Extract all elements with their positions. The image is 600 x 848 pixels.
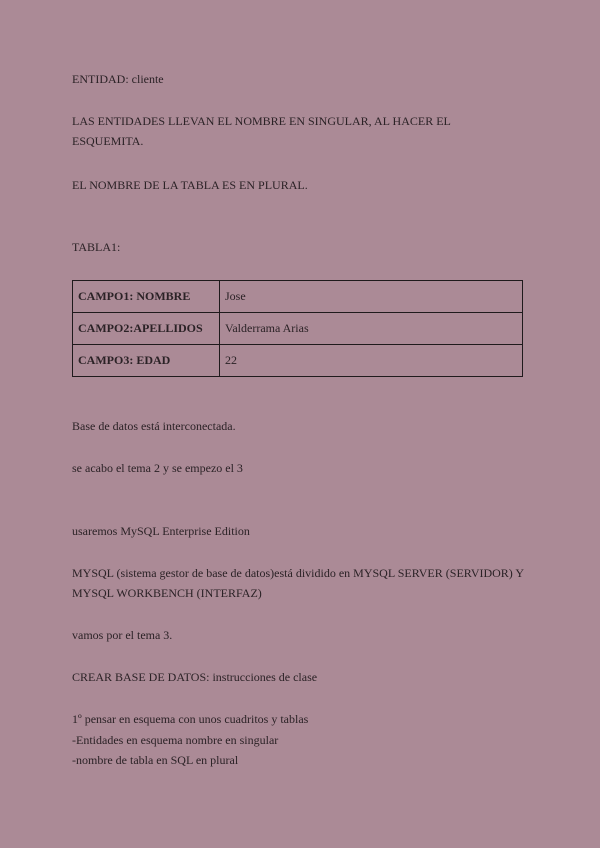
note-topic: se acabo el tema 2 y se empezo el 3 (72, 461, 243, 475)
rule-singular: LAS ENTIDADES LLEVAN EL NOMBRE EN SINGULAR, AL HACER EL ESQUEMITA. (72, 114, 451, 148)
rule-plural: EL NOMBRE DE LA TABLA ES EN PLURAL. (72, 178, 308, 192)
note-edition: usaremos MySQL Enterprise Edition (72, 524, 250, 538)
table-row (73, 345, 523, 377)
entity-line: ENTIDAD: cliente (72, 72, 164, 86)
table-row (73, 281, 523, 313)
step-item: -Entidades en esquema nombre en singular (72, 733, 279, 747)
step-item: -nombre de tabla en SQL en plural (72, 753, 239, 767)
create-db-heading: CREAR BASE DE DATOS: instrucciones de clase (72, 670, 318, 684)
table-row (73, 313, 523, 345)
step-item: 1º pensar en esquema con unos cuadritos y tablas (72, 712, 309, 726)
table-value-cell: Valderrama Arias (220, 313, 523, 345)
table-field-cell: CAMPO1: NOMBRE (73, 281, 220, 313)
note-interconnected: Base de datos está interconectada. (72, 419, 236, 433)
note-mysql: MYSQL (sistema gestor de base de datos)está dividido en MYSQL SERVER (SERVIDOR) Y MYSQL WORKBENCH (INTERFAZ) (72, 566, 524, 600)
table-field-cell: CAMPO2:APELLIDOS (73, 313, 220, 345)
table-value-cell: 22 (220, 345, 523, 377)
table-label: TABLA1: (72, 240, 121, 254)
table-value-cell: Jose (220, 281, 523, 313)
note-topic3: vamos por el tema 3. (72, 628, 173, 642)
table-field-cell: CAMPO3: EDAD (73, 345, 220, 377)
data-table (72, 280, 523, 377)
